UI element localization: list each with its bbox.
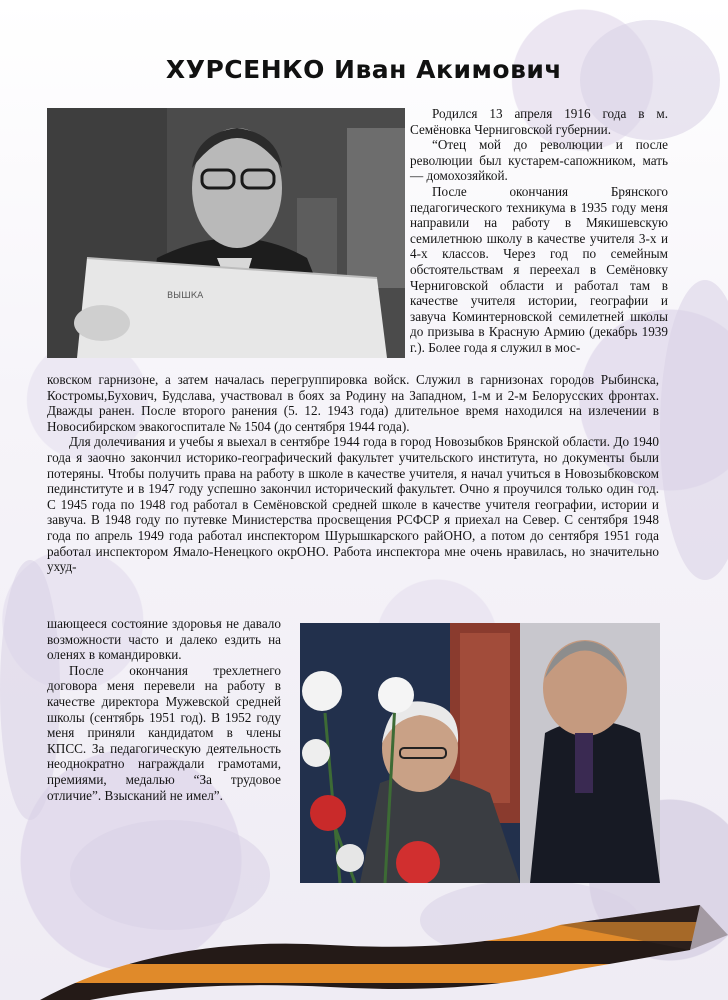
group-photo [300, 623, 660, 883]
newspaper-masthead: ВЫШКА [167, 291, 204, 301]
group-photo-art [300, 623, 660, 883]
portrait-photo [47, 108, 405, 358]
page-title: ХУРСЕНКО Иван Акимович [165, 55, 563, 84]
biography-text-right [410, 106, 668, 356]
paragraph: После окончания Брянского педагогического техникума в 1935 году меня направили на работу в Мякишевскую семилетнюю школу в качестве учителя 3-х и 4-х классов. Через год по семейным обстоятельствам я переехал в Семёновку Черниговской области и работал там в качестве учителя истории, географии и завуча Коминтерновской семилетней школы до призыва в Красную Армию (декабрь 1939 г.). Более года я служил в мос- [410, 183, 668, 355]
st-george-ribbon [0, 895, 728, 1000]
biography-text-wide [47, 372, 659, 575]
paragraph: После окончания трехлетнего договора меня перевели на работу в качестве директора Мужевской средней школы (сентябрь 1951 год). В 1952 году меня приняли кандидатом в члены КПСС. За педагогическую деятельность неоднократно награждали грамотами, премиями, медалью “За трудовое отличие”. Взысканий не имел”. [47, 662, 281, 803]
lilac-flower [660, 280, 728, 580]
paragraph: Родился 13 апреля 1916 года в м. Семёновка Черниговской губернии. [410, 106, 668, 137]
portrait-photo-art [47, 108, 405, 358]
paragraph: “Отец мой до революции и после революции был кустарем-сапожником, мать — домохозяйкой. [410, 137, 668, 184]
biography-text-left [47, 616, 281, 803]
paragraph: шающееся состояние здоровья не давало возможности часто и далеко ездить на оленях в командировки. [47, 616, 281, 663]
paragraph: ковском гарнизоне, а затем началась перегруппировка войск. Служил в гарнизонах городов Рыбинска, Костромы,Бухович, Будслава, участвовал в боях за Родину на Западном, 1-м и 2-м Белорусских фронтах. Дважды ранен. После второго ранения (5. 12. 1943 года) длительное время находился на излечении в Новосибирском эвакогоспитале № 1504 (до сентября 1944 года). [47, 372, 659, 434]
paragraph: Для долечивания и учебы я выехал в сентябре 1944 года в город Новозыбков Брянской области. До 1940 года я заочно закончил историко-географический факультет учительского института, но документы были потеряны. Чтобы получить права на работу в школе в качестве учителя, я начал учиться в Новозыбковском пединституте и в 1947 году успешно закончил исторический факультет. Очно я проучился только один год. С 1945 года по 1948 год работал в Семёновской средней школе в качестве учителя географии, истории и завуча. В 1948 году по путевке Министерства просвещения РСФСР я приехал на Север. С сентября 1948 года по апрель 1949 года работал инспектором Шурышкарского райОНО, а потом до сентября 1951 года работал инспектором Ямало-Ненецкого окрОНО. Работа инспектора мне очень нравилась, но значительно ухуд- [47, 434, 659, 575]
